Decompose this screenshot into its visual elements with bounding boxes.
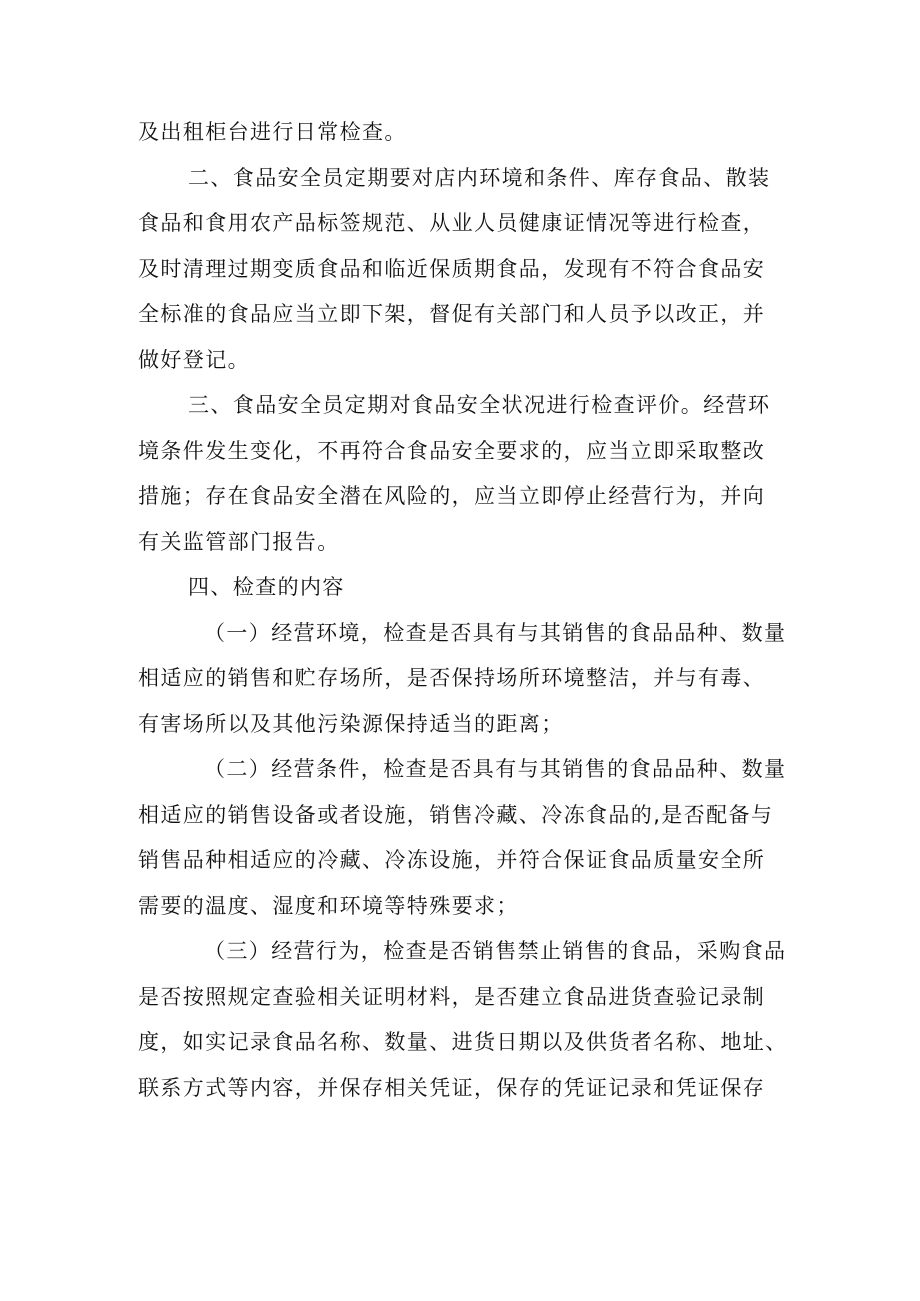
text-line: 措施；存在食品安全潜在风险的，应当立即停止经营行为，并向 (138, 484, 766, 508)
text-line: 及时清理过期变质食品和临近保质期食品，发现有不符合食品安 (138, 256, 766, 281)
text-line: 联系方式等内容，并保存相关凭证，保存的凭证记录和凭证保存 (138, 1075, 766, 1100)
text-line: 做好登记。 (138, 347, 250, 372)
text-line: （二）经营条件，检查是否具有与其销售的食品品种、数量 (204, 757, 787, 781)
text-line: 是否按照规定查验相关证明材料，是否建立食品进货查验记录制 (138, 984, 766, 1009)
section-heading: 四、检查的内容 (188, 575, 345, 599)
text-line: 有关监管部门报告。 (138, 529, 340, 554)
text-line: 二、食品安全员定期要对店内环境和条件、库存食品、散装 (188, 165, 771, 190)
text-line: （三）经营行为，检查是否销售禁止销售的食品，采购食品 (204, 939, 787, 963)
document-body (138, 110, 810, 1111)
text-line: 三、食品安全员定期对食品安全状况进行检查评价。经营环 (188, 393, 771, 417)
text-line: 需要的温度、湿度和环境等特殊要求； (138, 893, 519, 918)
text-line: 境条件发生变化，不再符合食品安全要求的，应当立即采取整改 (138, 438, 766, 463)
text-line: 食品和食用农产品标签规范、从业人员健康证情况等进行检查， (138, 211, 766, 235)
text-line: 及出租柜台进行日常检查。 (138, 120, 407, 144)
text-line: 度，如实记录食品名称、数量、进货日期以及供货者名称、地址、 (138, 1030, 788, 1054)
text-line: 有害场所以及其他污染源保持适当的距离； (138, 711, 564, 736)
text-line: 相适应的销售设备或者设施，销售冷藏、冷冻食品的,是否配备与 (138, 802, 774, 827)
text-line: （一）经营环境，检查是否具有与其销售的食品品种、数量 (204, 620, 787, 645)
text-line: 销售品种相适应的冷藏、冷冻设施，并符合保证食品质量安全所 (138, 848, 766, 872)
text-line: 相适应的销售和贮存场所，是否保持场所环境整洁，并与有毒、 (138, 666, 766, 690)
text-line: 全标准的食品应当立即下架，督促有关部门和人员予以改正，并 (138, 302, 766, 326)
